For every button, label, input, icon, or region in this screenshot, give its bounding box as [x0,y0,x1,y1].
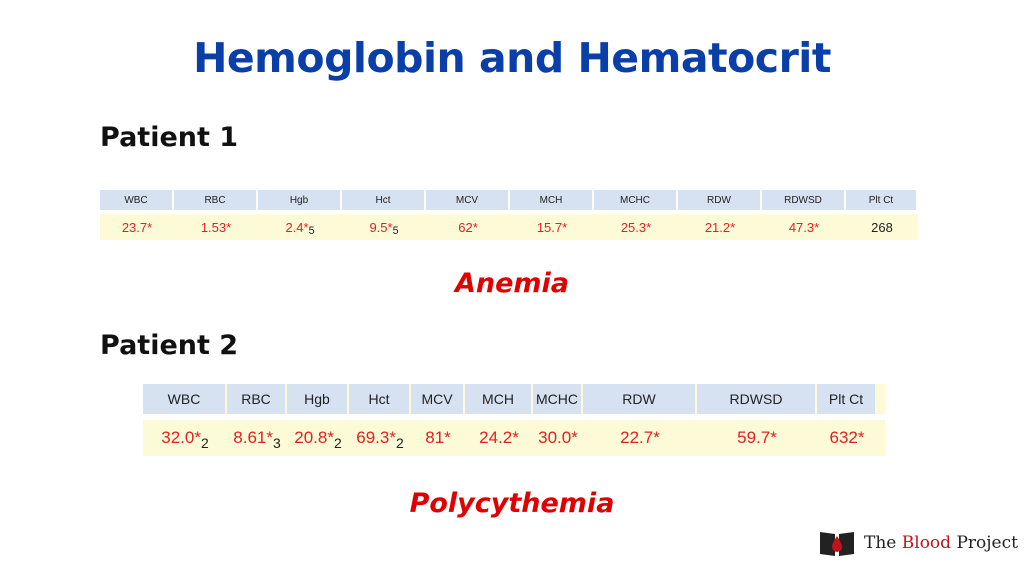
column-header-mch: MCH [465,384,531,414]
column-header-hgb: Hgb [287,384,347,414]
value-rbc: 8.61* 3 [233,428,281,451]
patient-1-label: Patient 1 [100,122,239,153]
value-mch: 24.2* [479,428,519,447]
patient-2-value-row [143,420,885,456]
value-rdw: 22.7* [620,428,660,447]
value-mcv: 62* [458,219,478,235]
value-rbc: 1.53* [200,219,232,235]
patient-2-header-row [143,384,885,414]
column-header-wbc: WBC [143,384,225,414]
column-header-wbc: WBC [100,190,172,210]
patient-1-lab-table [100,190,918,240]
patient-2-diagnosis: Polycythemia [409,488,615,519]
value-plt-ct: 632* [829,428,865,447]
column-header-hct: Hct [349,384,409,414]
patient-1-diagnosis: Anemia [454,268,570,299]
column-header-rdw: RDW [678,190,760,210]
value-mchc: 25.3* [620,219,652,235]
value-rdw: 21.2* [704,219,736,235]
column-header-rbc: RBC [174,190,256,210]
value-wbc: 23.7* [121,219,153,235]
value-hct: 69.3* 2 [356,428,404,451]
column-header-hct: Hct [342,190,424,210]
column-header-rbc: RBC [227,384,285,414]
logo-text: The Blood Project [864,533,1018,553]
blood-project-logo [818,528,1018,558]
column-header-mcv: MCV [411,384,463,414]
value-mchc: 30.0* [538,428,578,447]
patient-2-lab-table [143,384,885,456]
column-header-hgb: Hgb [258,190,340,210]
page-title: Hemoglobin and Hematocrit [193,34,831,82]
column-header-mch: MCH [510,190,592,210]
column-header-plt-ct: Plt Ct [846,190,916,210]
value-rdwsd: 59.7* [737,428,777,447]
book-drop-icon [818,528,856,558]
value-plt-ct: 268 [871,219,893,235]
value-hgb: 2.4* 5 [285,219,315,237]
value-rdwsd: 47.3* [788,219,820,235]
patient-1-header-row [100,190,918,210]
column-header-plt-ct: Plt Ct [817,384,875,414]
value-hct: 9.5* 5 [369,219,399,237]
patient-2-label: Patient 2 [100,330,239,361]
column-header-mchc: MCHC [533,384,581,414]
column-header-mcv: MCV [426,190,508,210]
patient-1-value-row [100,214,918,240]
value-mch: 15.7* [536,219,568,235]
value-mcv: 81* [425,428,451,447]
column-header-rdwsd: RDWSD [697,384,815,414]
column-header-rdw: RDW [583,384,695,414]
column-header-rdwsd: RDWSD [762,190,844,210]
value-hgb: 20.8* 2 [294,428,342,451]
value-wbc: 32.0* 2 [161,428,209,451]
column-header-mchc: MCHC [594,190,676,210]
